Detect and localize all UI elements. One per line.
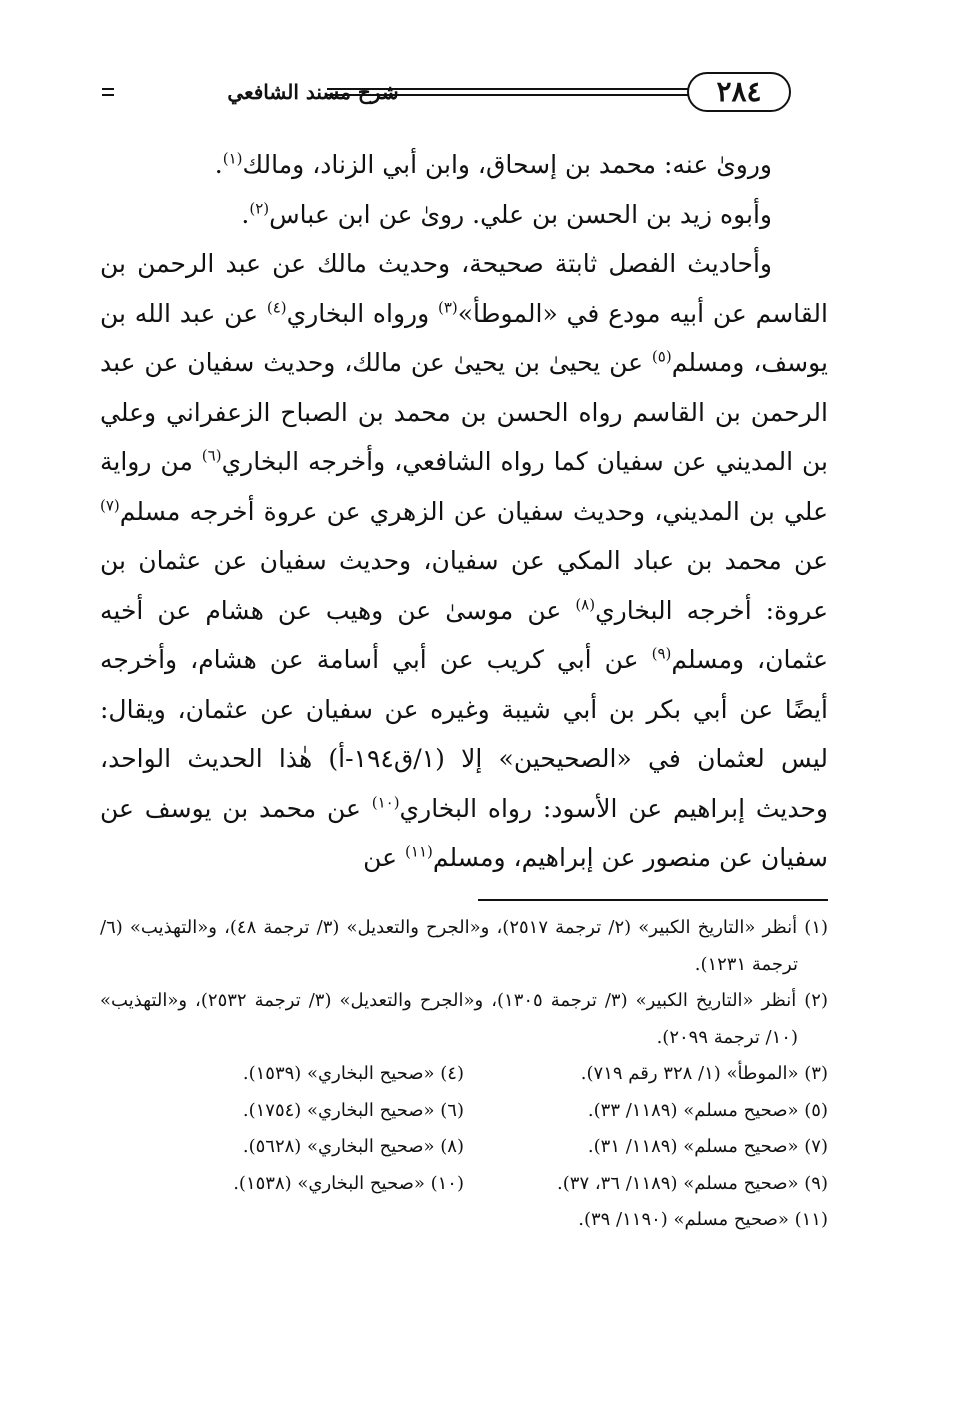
paragraph [100, 140, 828, 190]
footnote-row [100, 1166, 828, 1203]
text-run: وأحاديث الفصل ثابتة صحيحة، وحديث مالك عن عبد الرحمن بن القاسم عن أبيه مودع في «الموطأ» [100, 249, 828, 328]
page-number: ٢٨٤ [687, 72, 791, 112]
header-rule-left [102, 88, 114, 96]
footnote-7: (٧) «صحيح مسلم» (١١٨٩/ ٣١). [587, 1136, 828, 1157]
footnote-divider [478, 899, 828, 901]
footnote-marker: (٤) [266, 298, 287, 317]
paragraph [100, 190, 828, 240]
footnote-marker: (١) [222, 149, 243, 168]
footnote-marker: (٢) [249, 199, 270, 218]
footnote-marker: (٣) [437, 298, 458, 317]
footnote-marker: (١١) [405, 842, 433, 861]
footnote-marker: (١٠) [371, 793, 400, 812]
text-run: عن يحيىٰ بن يحيىٰ عن مالك، وحديث سفيان عن عبد الرحمن بن القاسم رواه الحسن بن محمد بن الصباح الزعفراني وعلي بن المديني عن سفيان كما رواه الشافعي، وأخرجه البخاري [100, 348, 828, 476]
footnote-1: (١) أنظر «التاريخ الكبير» (٢/ ترجمة ٢٥١٧)، و«الجرح والتعديل» (٣/ ترجمة ٤٨)، و«التهذيب» (٦/ ترجمة ١٢٣١). [100, 917, 829, 975]
book-title: شرح مسند الشافعي [227, 80, 399, 104]
footnote-4: (٤) «صحيح البخاري» (١٥٣٩). [242, 1063, 464, 1084]
text-run: عن موسىٰ عن وهيب عن هشام عن أخيه عثمان، ومسلم [100, 595, 828, 674]
footnote-row [100, 1056, 828, 1093]
footnote-marker: (٧) [100, 496, 120, 515]
footnote-marker: (٩) [651, 644, 672, 663]
footnote-11: (١١) «صحيح مسلم» (١١٩٠/ ٣٩). [578, 1209, 828, 1230]
running-header [102, 72, 827, 112]
footnote-3: (٣) «الموطأ» (١/ ٣٢٨ رقم ٧١٩). [580, 1063, 828, 1084]
footnote-10: (١٠) «صحيح البخاري» (١٥٣٨). [233, 1172, 464, 1194]
footnote-row [100, 1093, 828, 1130]
text-run: ورویٰ عنه: محمد بن إسحاق، وابن أبي الزناد، ومالك [242, 150, 772, 179]
footnote-8: (٨) «صحيح البخاري» (٥٦٢٨). [242, 1136, 464, 1157]
text-run: . [214, 150, 223, 179]
text-run: عن عبد الله بن يوسف، ومسلم [100, 298, 828, 377]
footnote-marker: (٨) [575, 595, 596, 614]
footnote-marker: (٦) [201, 446, 222, 465]
text-run: عن أبي كريب عن أبي أسامة عن هشام، وأخرجه أيضًا عن أبي بكر بن أبي شيبة وغيره عن سفيان عن عثمان، ويقال: ليس لعثمان في «الصحيحين» إلا (١/ق١٩٤-أ) هٰذا الحديث الواحد، وحديث إبراهيم عن الأسود: رواه البخاري [100, 645, 828, 823]
text-run: عن محمد بن يوسف عن سفيان عن منصور عن إبراهيم، ومسلم [100, 793, 828, 872]
footnote-9: (٩) «صحيح مسلم» (١١٨٩/ ٣٦، ٣٧). [557, 1172, 828, 1194]
paragraph [100, 239, 828, 883]
footnote-2: (٢) أنظر «التاريخ الكبير» (٣/ ترجمة ١٣٠٥)، و«الجرح والتعديل» (٣/ ترجمة ٢٥٣٢)، و«التهذيب» (١٠/ ترجمة ٢٠٩٩). [100, 990, 828, 1048]
text-run: . [241, 199, 250, 229]
footnote-5: (٥) «صحيح مسلم» (١١٨٩/ ٣٣). [587, 1099, 828, 1121]
footnotes [100, 910, 828, 1239]
text-run: عن [363, 843, 406, 872]
footnote-6: (٦) «صحيح البخاري» (١٧٥٤). [242, 1099, 464, 1121]
text-run: عن محمد بن عباد المكي عن سفيان، وحديث سفيان عن عثمان بن عروة: أخرجه البخاري [100, 546, 828, 625]
text-run: وأبوه زيد بن الحسن بن علي. رویٰ عن ابن عباس [269, 199, 772, 229]
main-text [100, 140, 828, 883]
footnote-marker: (٥) [651, 347, 672, 366]
text-run: من رواية علي بن المديني، وحديث سفيان عن الزهري عن عروة أخرجه مسلم [100, 447, 828, 526]
footnote-row [100, 1129, 828, 1166]
text-run: ورواه البخاري [286, 298, 438, 328]
